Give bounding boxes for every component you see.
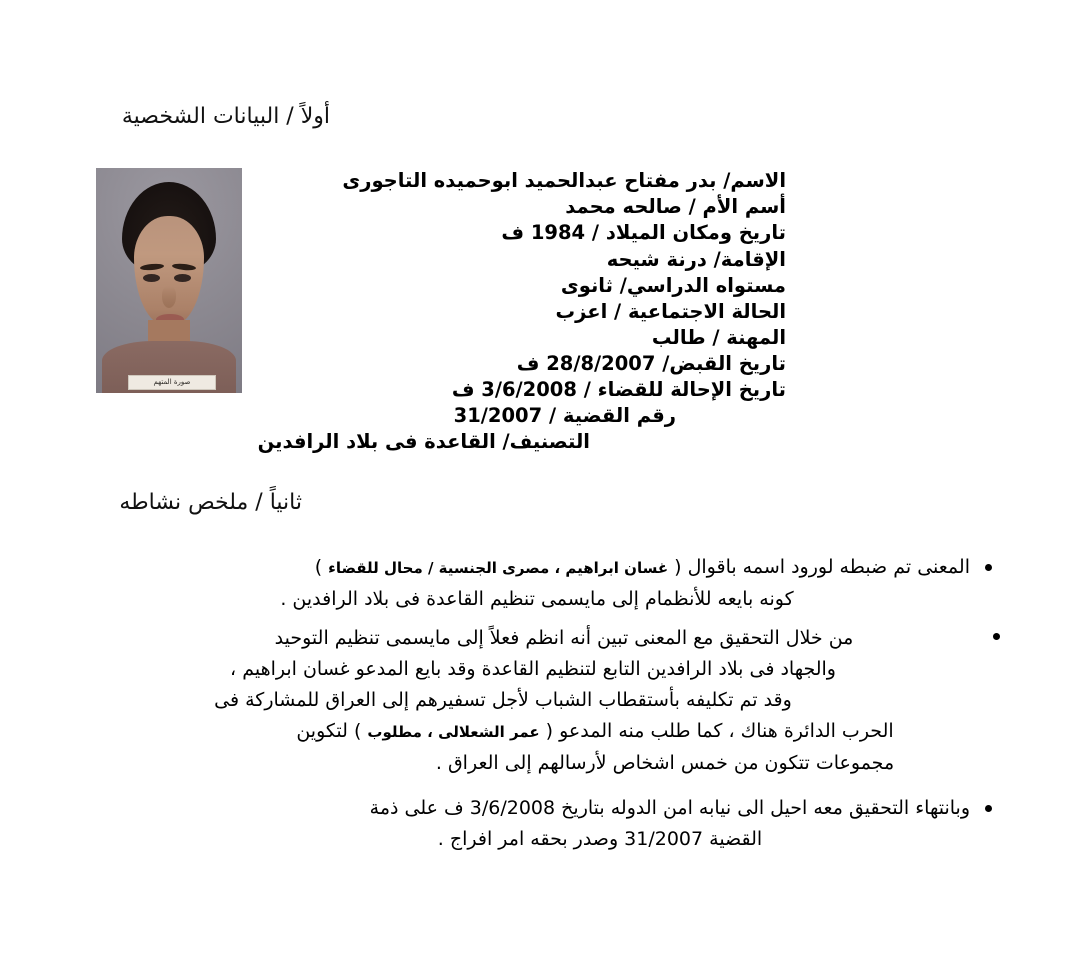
bullet-text-line (100, 623, 970, 654)
inline-text: من خلال التحقيق مع المعنى تبين أنه انظم فعلاً إلى مايسمى تنظيم التوحيد (274, 627, 854, 649)
inline-text: وقد تم تكليفه بأستقطاب الشباب لأجل تسفيرهم إلى العراق للمشاركة فى (214, 689, 792, 711)
field-marital-status: الحالة الاجتماعية / اعزب (555, 300, 786, 324)
photo-eye-left (143, 274, 160, 282)
bullet-text-line (100, 584, 970, 615)
activity-bullet (100, 552, 970, 615)
photo-nose (162, 286, 176, 308)
activity-bullet (100, 793, 970, 855)
field-name: الاسم/ بدر مفتاح عبدالحميد ابوحميده التاجورى (342, 169, 786, 192)
inline-text: ) (314, 556, 329, 578)
bullet-text-line (100, 793, 970, 824)
inline-text: ) لتكوين (296, 720, 368, 742)
personal-data-list-wide (86, 377, 786, 456)
field-classification: التصنيف/ القاعدة فى بلاد الرافدين (257, 430, 590, 454)
field-residence: الإقامة/ درنة شيحه (606, 247, 786, 271)
photo-eye-right (174, 274, 191, 282)
bullet-text-line (100, 824, 970, 855)
inline-text: القضية 31/2007 وصدر بحقه امر افراج . (437, 828, 763, 850)
inline-text: وبانتهاء التحقيق معه احيل الى نيابه امن الدوله بتاريخ 3/6/2008 ف على ذمة (369, 797, 970, 819)
photo-caption-text: صورة المتهم (153, 378, 191, 386)
inline-reference-name: غسان ابراهيم ، مصرى الجنسية / محال للقضاء (328, 559, 669, 577)
inline-text: المعنى تم ضبطه لورود اسمه باقوال ( (668, 556, 970, 578)
bullet-text-line (100, 716, 970, 748)
suspect-photo (96, 168, 242, 393)
field-birth: تاريخ ومكان الميلاد / 1984 ف (501, 221, 786, 245)
field-mother-name: أسم الأم / صالحه محمد (565, 195, 786, 219)
heading-personal-data: أولاً / البيانات الشخصية (121, 104, 330, 129)
field-arrest-date: تاريخ القبض/ 28/8/2007 ف (516, 352, 786, 376)
inline-reference-name: عمر الشعلالى ، مطلوب (367, 723, 540, 741)
field-case-number: رقم القضية / 31/2007 (453, 404, 676, 428)
bullet-point-icon (985, 564, 992, 571)
bullet-text-line (100, 685, 970, 716)
field-education: مستواه الدراسي/ ثانوى (560, 273, 786, 297)
bullet-text-line (100, 654, 970, 685)
activity-bullet (100, 623, 970, 779)
activity-bullet-list (100, 552, 970, 861)
heading-activity-summary: ثانياً / ملخص نشاطه (119, 490, 302, 515)
field-occupation: المهنة / طالب (651, 326, 786, 350)
bullet-text-line (100, 748, 970, 779)
inline-text: والجهاد فى بلاد الرافدين التابع لتنظيم القاعدة وقد بايع المدعو غسان ابراهيم ، (230, 658, 836, 680)
bullet-point-icon (985, 805, 992, 812)
inline-text: كونه بايعه للأنظمام إلى مايسمى تنظيم القاعدة فى بلاد الرافدين . (280, 588, 794, 610)
bullet-point-icon (993, 633, 1000, 640)
field-referral-date: تاريخ الإحالة للقضاء / 3/6/2008 ف (451, 378, 786, 401)
bullet-text-line (100, 552, 970, 584)
personal-data-list (286, 168, 786, 378)
inline-text: الحرب الدائرة هناك ، كما طلب منه المدعو ( (539, 720, 894, 742)
inline-text: مجموعات تتكون من خمس اشخاص لأرسالهم إلى العراق . (435, 752, 895, 774)
